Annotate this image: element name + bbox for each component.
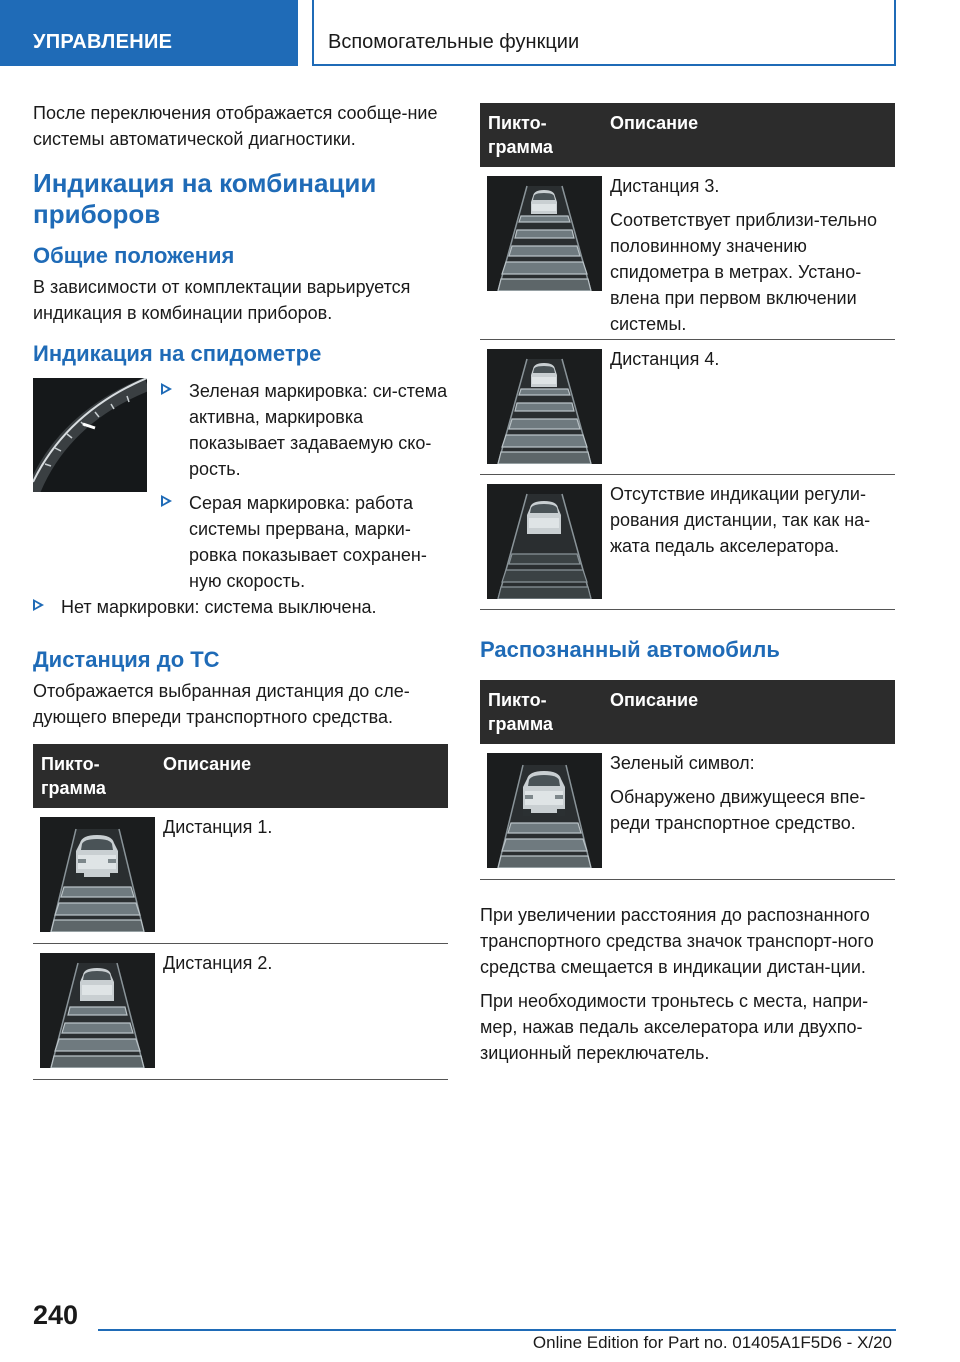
column-header-description: Описание: [610, 690, 699, 710]
drive-off-text: При необходимости троньтесь с места, напри-мер, нажав педаль акселератора или двухпо-зиционный переключатель.: [480, 991, 869, 1063]
description-line: Обнаружено движущееся впе-реди транспортное средство.: [610, 787, 866, 833]
table-header: [480, 680, 895, 744]
table-row: [480, 167, 895, 340]
row-description: [163, 950, 448, 984]
bullet-text: Серая маркировка: работа системы прервана, марки-ровка показывает сохранен-ную скорость.: [189, 493, 427, 591]
page-header: [0, 0, 960, 66]
description-line: Дистанция 1.: [163, 817, 273, 837]
table-row: [480, 744, 895, 880]
bullet-item: [161, 490, 449, 594]
distance-heading: Дистанция до ТС: [33, 647, 220, 672]
column-header-pictogram: Пикто-грамма: [41, 754, 106, 798]
row-description: [610, 750, 895, 844]
vehicle-shift-text: При увеличении расстояния до распознанного транспортного средства значок транспорт-ного средства смещается в индикации дистан-ции.: [480, 905, 874, 977]
bullet-item: [161, 378, 449, 482]
column-header-pictogram: Пикто-грамма: [488, 690, 553, 734]
speedometer-block: [33, 378, 448, 594]
column-header-description: Описание: [163, 754, 252, 774]
bullet-triangle-icon: [33, 599, 44, 611]
bullet-triangle-icon: [161, 383, 172, 395]
distance-table-continued: [480, 103, 895, 610]
row-description: [610, 481, 895, 567]
description-line: Дистанция 3.: [610, 176, 720, 196]
bullet-text: Зеленая маркировка: си-стема активна, маркировка показывает задаваемую ско-рость.: [189, 381, 448, 479]
row-description: [610, 346, 895, 380]
bullet-triangle-icon: [161, 495, 172, 507]
left-column: [33, 100, 448, 1080]
recognized-vehicle-table: [480, 680, 895, 880]
chapter-title: Вспомогательные функции: [312, 0, 896, 66]
description-line: Зеленый символ:: [610, 753, 755, 773]
table-header: [480, 103, 895, 167]
general-text: В зависимости от комплектации варьируется индикация в комбинации приборов.: [33, 277, 411, 323]
speedometer-heading: Индикация на спидометре: [33, 341, 322, 366]
speedometer-image: [33, 378, 147, 492]
table-row: [480, 475, 895, 610]
table-header: [33, 744, 448, 808]
distance-2-pictogram-icon: [40, 953, 155, 1068]
description-line: Дистанция 4.: [610, 349, 720, 369]
general-heading: Общие положения: [33, 243, 235, 268]
bullet-item: [33, 594, 448, 620]
table-row: [480, 340, 895, 475]
distance-text: Отображается выбранная дистанция до сле-дующего впереди транспортного средства.: [33, 681, 410, 727]
page-number: 240: [33, 1300, 79, 1330]
description-line: Отсутствие индикации регули-рования дистанции, так как на-жата педаль акселератора.: [610, 484, 871, 556]
footer-divider: [98, 1329, 896, 1331]
edition-text: Online Edition for Part no. 01405A1F5D6 - X/20: [532, 1333, 892, 1352]
column-header-description: Описание: [610, 113, 699, 133]
section-title: Индикация на комбинации приборов: [33, 168, 377, 229]
distance-1-pictogram-icon: [40, 817, 155, 932]
speedometer-bullets: [161, 378, 449, 602]
distance-3-pictogram-icon: [487, 176, 602, 291]
column-header-pictogram: Пикто-грамма: [488, 113, 553, 157]
recognized-vehicle-pictogram-icon: [487, 753, 602, 868]
row-description: [163, 814, 448, 848]
description-line: Дистанция 2.: [163, 953, 273, 973]
intro-text: После переключения отображается сообще-ние системы автоматической диагностики.: [33, 103, 438, 149]
recognized-vehicle-heading: Распознанный автомобиль: [480, 637, 780, 662]
description-line: Соответствует приблизи-тельно половинному значению спидометра в метрах. Устано-влена при первом включении системы.: [610, 210, 878, 334]
distance-4-pictogram-icon: [487, 349, 602, 464]
table-row: [33, 808, 448, 944]
section-tab: УПРАВЛЕНИЕ: [0, 0, 298, 66]
row-description: [610, 173, 895, 345]
right-column: [480, 103, 895, 1074]
bullet-text: Нет маркировки: система выключена.: [61, 597, 377, 617]
distance-table: [33, 744, 448, 1080]
no-distance-indication-icon: [487, 484, 602, 599]
table-row: [33, 944, 448, 1080]
